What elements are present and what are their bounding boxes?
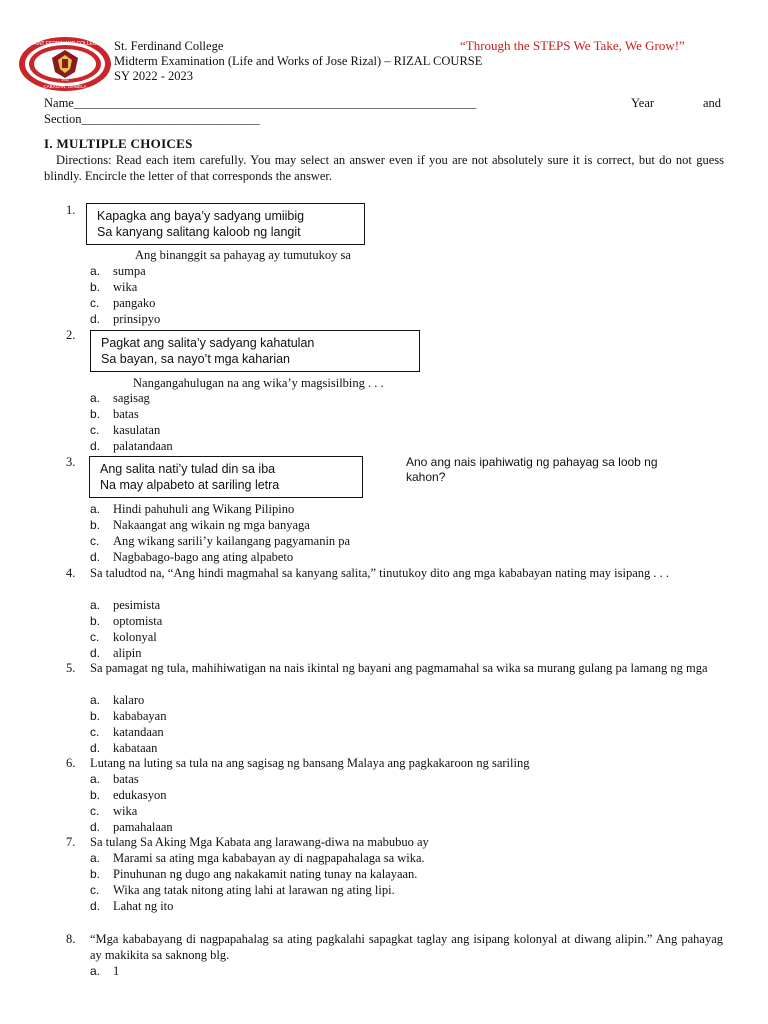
q6-option-b: edukasyon <box>113 788 167 802</box>
q4-option-d-letter[interactable]: d. <box>90 646 101 660</box>
q6-text: Lutang na luting sa tula na ang sagisag ng bansang Malaya ang pagkakaroon ng sariling <box>90 756 530 770</box>
exam-title: Midterm Examination (Life and Works of Jose Rizal) – RIZAL COURSE <box>114 54 483 68</box>
name-field[interactable] <box>44 95 476 112</box>
q1-verse-line-1: Kapagka ang baya’y sadyang umiibig <box>97 209 305 223</box>
q1-option-c-letter[interactable]: c. <box>90 296 100 310</box>
q1-option-d-letter[interactable]: d. <box>90 312 101 326</box>
q1-prompt: Ang binanggit sa pahayag ay tumutukoy sa <box>135 248 351 262</box>
q3-verse-box <box>89 456 363 498</box>
q5-option-b: kababayan <box>113 709 167 723</box>
q5-text: Sa pamagat ng tula, mahihiwatigan na nais ikintal ng bayani ang pagmamahal sa wika sa murang gulang pa lamang ng mga <box>90 661 708 675</box>
section-title: I. MULTIPLE CHOICES <box>44 136 193 151</box>
q4-option-d: alipin <box>113 646 142 660</box>
q4-option-b-letter[interactable]: b. <box>90 614 101 628</box>
q4-number: 4. <box>66 566 76 580</box>
logo-top-text: SAINT FERDINAND COLLEGE <box>29 41 101 47</box>
q8-option-a-letter[interactable]: a. <box>90 964 101 978</box>
q2-verse-line-2: Sa bayan, sa nayo’t mga kaharian <box>101 352 291 366</box>
q3-side-prompt-line-2: kahon? <box>406 470 446 484</box>
q3-option-c: Ang wikang sarili’y kailangang pagyamanin pa <box>113 534 351 548</box>
college-seal-logo <box>18 36 112 92</box>
q7-option-b: Pinuhunan ng dugo ang nakakamit nating tunay na kalayaan. <box>113 867 418 881</box>
q2-option-c: kasulatan <box>113 423 161 437</box>
q6-option-d-letter[interactable]: d. <box>90 820 101 834</box>
q5-option-d: kabataan <box>113 741 158 755</box>
q7-option-b-letter[interactable]: b. <box>90 867 101 881</box>
q5-number: 5. <box>66 661 76 675</box>
q2-verse-box <box>90 330 420 372</box>
q1-option-b-letter[interactable]: b. <box>90 280 101 294</box>
name-blank-line: ______________________________________________________________________ <box>73 98 477 110</box>
q3-option-c-letter[interactable]: c. <box>90 534 100 548</box>
q8-option-a: 1 <box>113 964 120 978</box>
q7-option-a-letter[interactable]: a. <box>90 851 101 865</box>
q5-option-c: katandaan <box>113 725 164 739</box>
q3-verse-line-1: Ang salita nati’y tulad din sa iba <box>100 462 276 476</box>
q6-option-a: batas <box>113 772 139 786</box>
q1-option-b: wika <box>113 280 138 294</box>
section-label: Section <box>44 112 82 126</box>
school-year: SY 2022 - 2023 <box>114 69 194 83</box>
q7-option-c-letter[interactable]: c. <box>90 883 100 897</box>
q2-option-b: batas <box>113 407 139 421</box>
q6-option-c-letter[interactable]: c. <box>90 804 100 818</box>
q2-option-a-letter[interactable]: a. <box>90 391 101 405</box>
q3-option-d: Nagbabago-bago ang ating alpabeto <box>113 550 294 564</box>
q5-option-b-letter[interactable]: b. <box>90 709 101 723</box>
q2-option-c-letter[interactable]: c. <box>90 423 100 437</box>
q1-verse-box <box>86 203 365 245</box>
q2-number: 2. <box>66 328 76 342</box>
q6-option-a-letter[interactable]: a. <box>90 772 101 786</box>
q5-option-c-letter[interactable]: c. <box>90 725 100 739</box>
q4-text: Sa taludtod na, “Ang hindi magmahal sa kanyang salita,” tinutukoy dito ang mga kababayan nating may isipang . . . <box>90 566 670 580</box>
q4-option-a: pesimista <box>113 598 161 612</box>
q1-option-a-letter[interactable]: a. <box>90 264 101 278</box>
q3-option-d-letter[interactable]: d. <box>90 550 101 564</box>
q3-number: 3. <box>66 455 76 469</box>
q4-option-a-letter[interactable]: a. <box>90 598 101 612</box>
college-motto: “Through the STEPS We Take, We Grow!” <box>460 38 685 53</box>
q4-option-c: kolonyal <box>113 630 157 644</box>
q3-side-prompt-line-1: Ano ang nais ipahiwatig ng pahayag sa loob ng <box>406 455 658 469</box>
q6-option-d: pamahalaan <box>113 820 173 834</box>
q7-text: Sa tulang Sa Aking Mga Kabata ang larawang-diwa na mabubuo ay <box>90 835 429 849</box>
q5-option-d-letter[interactable]: d. <box>90 741 101 755</box>
q4-option-b: optomista <box>113 614 163 628</box>
section-field[interactable] <box>44 111 260 128</box>
q1-verse-line-2: Sa kanyang salitang kaloob ng langit <box>97 225 301 239</box>
logo-year: 1952 <box>61 78 69 82</box>
logo-bottom-text: CABAGAN, ISABELA <box>43 84 87 89</box>
q2-option-b-letter[interactable]: b. <box>90 407 101 421</box>
year-label: Year <box>631 96 655 110</box>
q8-text: “Mga kababayang di nagpapahalag sa ating pagkalahi sapagkat taglay ang isipang kolonyal at diwang alipin.” Ang pahayag ay makikita sa saknong blg. <box>90 932 723 962</box>
q8-number: 8. <box>66 932 76 946</box>
q6-number: 6. <box>66 756 76 770</box>
q3-option-b-letter[interactable]: b. <box>90 518 101 532</box>
q1-option-c: pangako <box>113 296 156 310</box>
directions: Directions: Read each item carefully. You may select an answer even if you are not absolutely sure it is correct, but do not guess blindly. Encircle the letter of that corresponds the answer. <box>44 153 724 183</box>
q3-verse-line-2: Na may alpabeto at sariling letra <box>100 478 280 492</box>
q1-number: 1. <box>66 203 76 217</box>
q1-option-a: sumpa <box>113 264 146 278</box>
q7-option-c: Wika ang tatak nitong ating lahi at larawan ng ating lipi. <box>113 883 395 897</box>
q3-option-a-letter[interactable]: a. <box>90 502 101 516</box>
q2-prompt: Nangangahulugan na ang wika’y magsisilbing . . . <box>133 376 384 390</box>
college-name: St. Ferdinand College <box>114 39 224 53</box>
q6-option-c: wika <box>113 804 138 818</box>
q7-option-d-letter[interactable]: d. <box>90 899 101 913</box>
name-label: Name <box>44 96 74 110</box>
q2-verse-line-1: Pagkat ang salita’y sadyang kahatulan <box>101 336 315 350</box>
q5-option-a-letter[interactable]: a. <box>90 693 101 707</box>
q3-option-a: Hindi pahuhuli ang Wikang Pilipino <box>113 502 295 516</box>
q7-option-d: Lahat ng ito <box>113 899 174 913</box>
q6-option-b-letter[interactable]: b. <box>90 788 101 802</box>
q1-option-d: prinsipyo <box>113 312 161 326</box>
q2-option-d: palatandaan <box>113 439 173 453</box>
q2-option-d-letter[interactable]: d. <box>90 439 101 453</box>
q5-option-a: kalaro <box>113 693 145 707</box>
q3-option-b: Nakaangat ang wikain ng mga banyaga <box>113 518 310 532</box>
q2-option-a: sagisag <box>113 391 150 405</box>
q4-option-c-letter[interactable]: c. <box>90 630 100 644</box>
q7-number: 7. <box>66 835 76 849</box>
section-blank-line: _______________________________ <box>81 114 260 126</box>
and-label: and <box>703 96 722 110</box>
q7-option-a: Marami sa ating mga kababayan ay di nagpapahalaga sa wika. <box>113 851 425 865</box>
